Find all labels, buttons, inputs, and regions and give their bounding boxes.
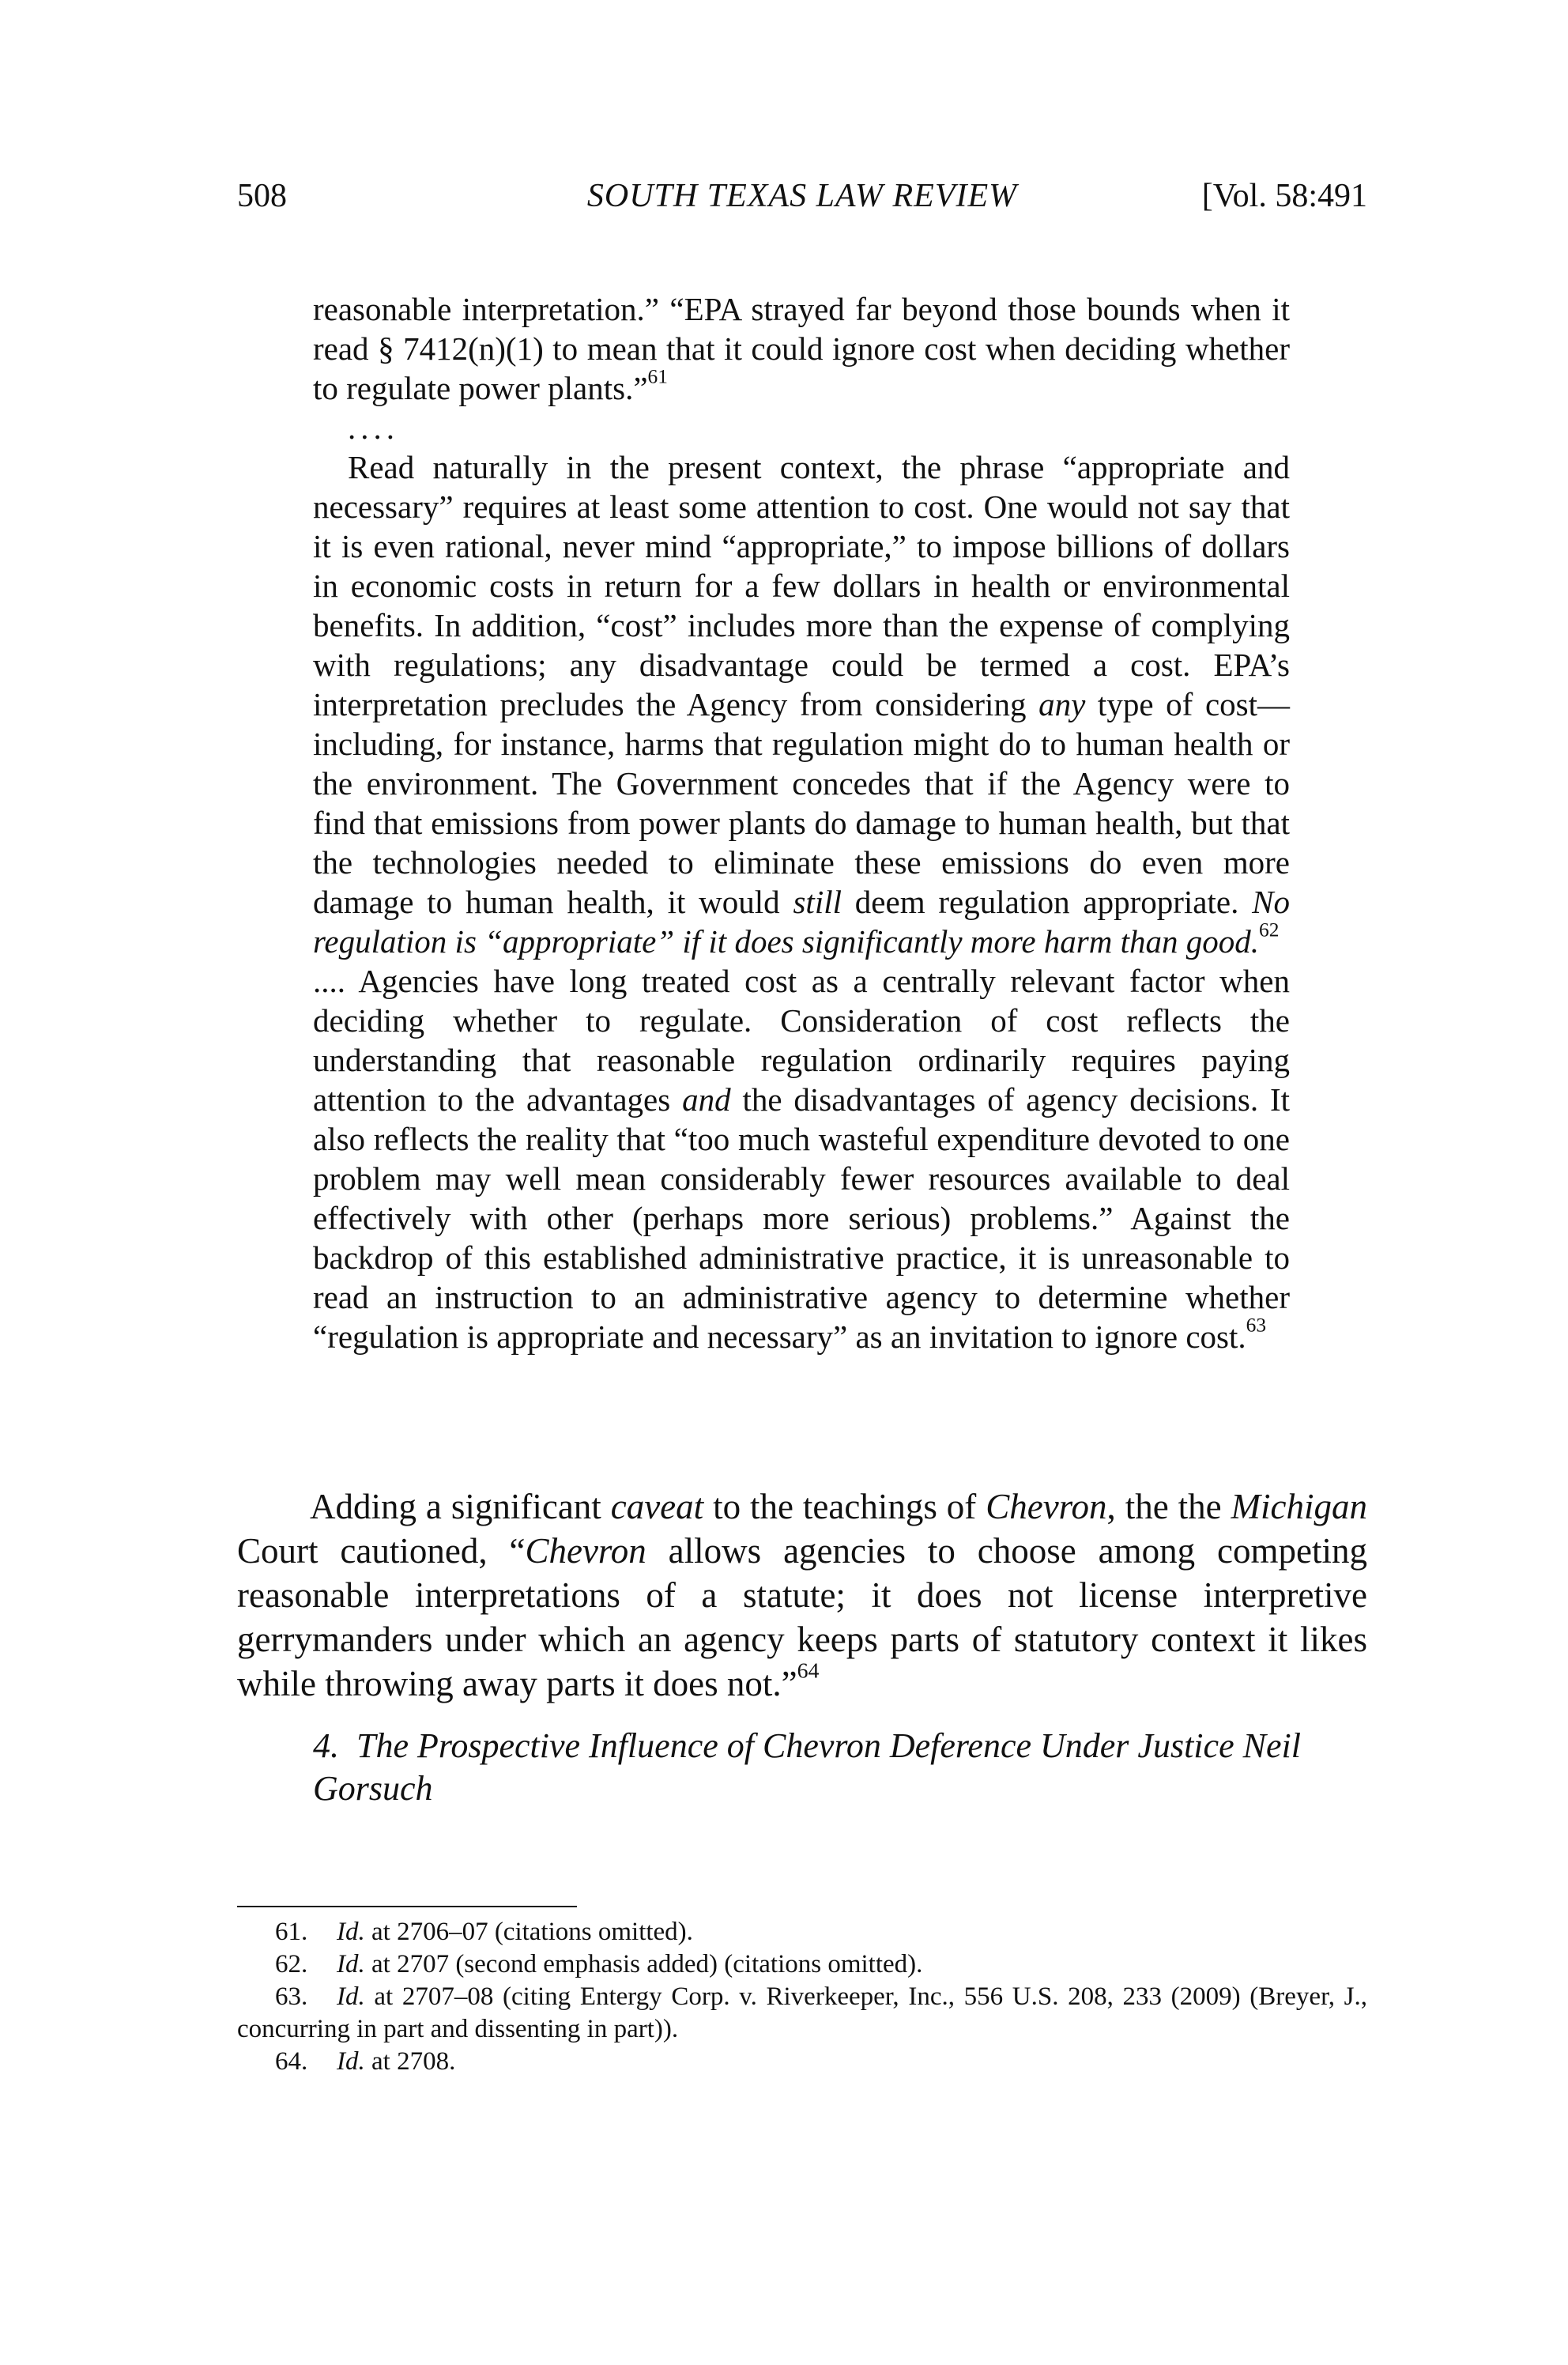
section-title: The Prospective Influence of Chevron Deference Under Justice Neil Gorsuch bbox=[313, 1726, 1301, 1808]
footnotes bbox=[237, 1916, 1367, 2078]
section-heading bbox=[313, 1725, 1332, 1810]
running-header bbox=[237, 172, 1367, 220]
quote-ellipsis: .... bbox=[348, 409, 399, 446]
footnote-divider bbox=[237, 1906, 577, 1907]
footnote-ref-63: 63 bbox=[1246, 1314, 1267, 1337]
quote-paragraph-1: reasonable interpretation.” “EPA strayed far beyond those bounds when it read § 7412(n)(1) to mean that it could ignore cost when deciding whether to regulate power plants.”$^{61}$ bbox=[313, 291, 1290, 406]
footnote-ref-64: 64 bbox=[797, 1658, 820, 1684]
quote-paragraph-2: Read naturally in the present context, the phrase “appropriate and necessary” requires at least some attention to cost. One would not say that it is even rational, never mind “appropriate,” to impose billions of dollars in economic costs in return for a few dollars in health or environmental benefits. In addition, “cost” includes more than the expense of complying with regulations; any disadvantage could be termed a cost. EPA’s interpretation precludes the Agency from considering any type of cost—including, for instance, harms that regulation might do to human health or the environment. The Government concedes that if the Agency were to find that emissions from power plants do damage to human health, but that the technologies needed to eliminate these emissions do even more damage to human health, it would still deem regulation appropriate. No regulation is “appropriate” if it does significantly more harm than good.$^{62}$ bbox=[313, 449, 1290, 960]
section-number: 4. bbox=[313, 1726, 339, 1765]
footnote-62: 62. Id. at 2707 (second emphasis added) (citations omitted). bbox=[275, 1950, 923, 1978]
journal-title: SOUTH TEXAS LAW REVIEW bbox=[586, 178, 1018, 214]
footnote-ref-61: 61 bbox=[647, 365, 668, 388]
footnote-61: 61. Id. at 2706–07 (citations omitted). bbox=[275, 1918, 693, 1946]
body-paragraph: Adding a significant caveat to the teachings of Chevron, the the Michigan Court cautioned, “Chevron allows agencies to choose among competing reasonable interpretations of a statute; it does not license interpretive gerrymanders under which an agency keeps parts of statutory context it likes while throwing away parts it does not.”$^{64}$ bbox=[237, 1487, 1367, 1703]
block-quote bbox=[313, 289, 1290, 1356]
quote-paragraph-3: .... Agencies have long treated cost as a centrally relevant factor when deciding whether to regulate. Consideration of cost reflects the understanding that reasonable regulation ordinarily requires paying attention to the advantages and the disadvantages of agency decisions. It also reflects the reality that “too much wasteful expenditure devoted to one problem may well mean considerably fewer resources available to deal effectively with other (perhaps more serious) problems.” Against the backdrop of this established administrative practice, it is unreasonable to read an instruction to an administrative agency to determine whether “regulation is appropriate and necessary” as an invitation to ignore cost.$^{63}$ bbox=[313, 963, 1291, 1355]
footnote-ref-62: 62 bbox=[1259, 918, 1280, 941]
volume-citation: [Vol. 58:491 bbox=[1201, 178, 1367, 214]
footnote-63: 63. Id. at 2707–08 (citing Entergy Corp. v. Riverkeeper, Inc., 556 U.S. 208, 233 (2009) (Breyer, J., concurring in part and dissenting in part)). bbox=[237, 1982, 1367, 2043]
footnote-64: 64. Id. at 2708. bbox=[275, 2047, 456, 2076]
page-number: 508 bbox=[237, 178, 287, 214]
